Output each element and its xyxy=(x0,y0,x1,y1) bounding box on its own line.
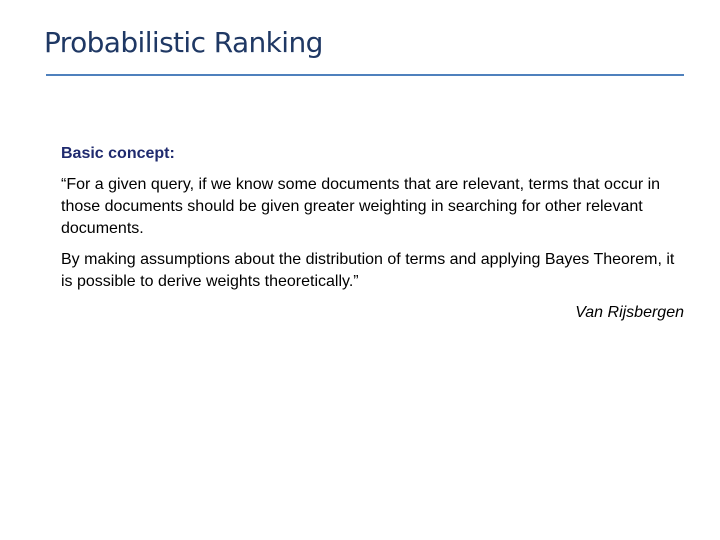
concept-heading: Basic concept: xyxy=(61,145,175,162)
quote-paragraph-1: “For a given query, if we know some documents that are relevant, terms that occur in those documents should be given greater weighting in searching for other relevant documents. xyxy=(61,176,661,237)
slide-title: Probabilistic Ranking xyxy=(44,26,323,59)
quote-attribution: Van Rijsbergen xyxy=(575,304,684,321)
slide-content xyxy=(61,143,686,324)
title-divider xyxy=(46,74,684,76)
quote-paragraph-2: By making assumptions about the distribution of terms and applying Bayes Theorem, it is possible to derive weights theoretically.” xyxy=(61,251,675,290)
